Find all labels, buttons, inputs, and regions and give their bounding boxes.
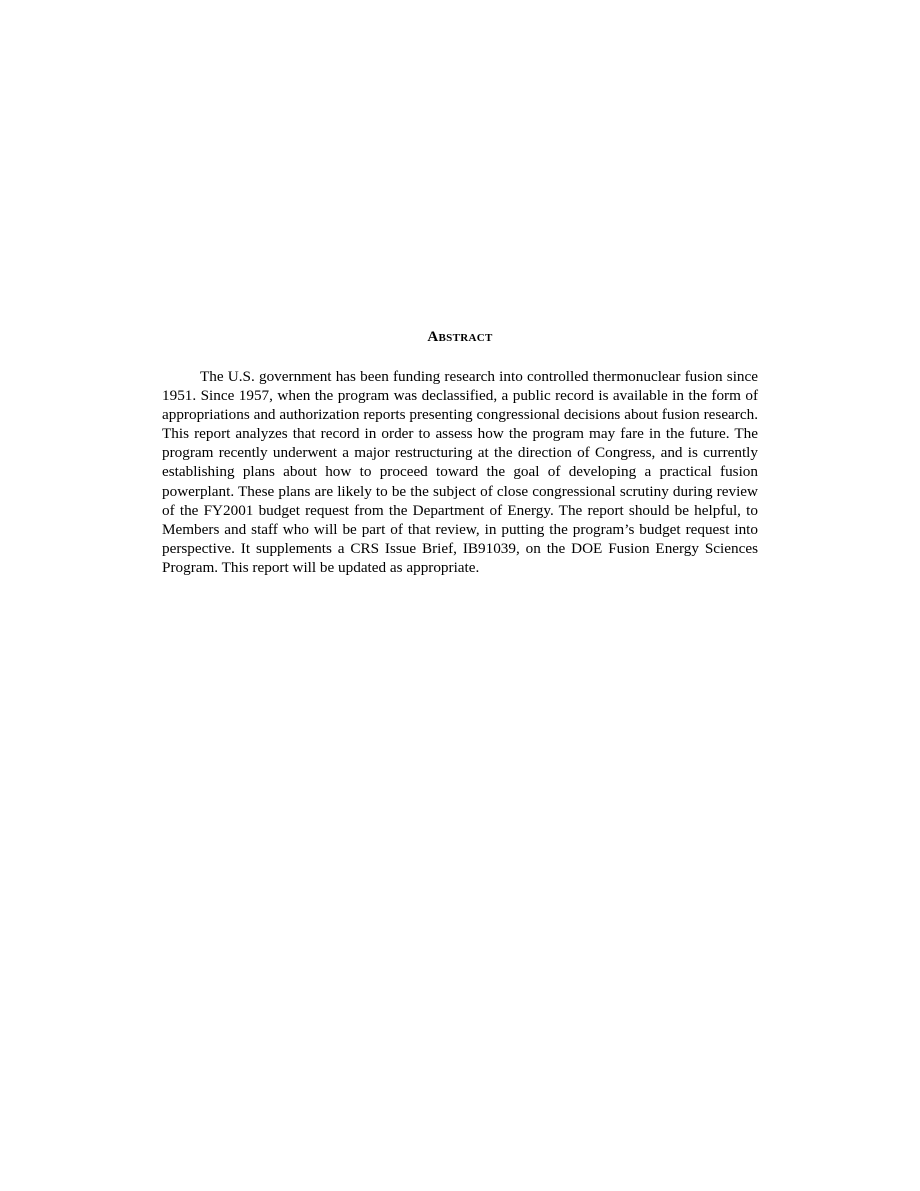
abstract-paragraph: The U.S. government has been funding research into controlled thermonuclear fusion since 1951. Since 1957, when the program was declassified, a public record is available in the form of appropriations and authorization reports presenting congressional decisions about fusion research. This report analyzes that record in order to assess how the program may fare in the future. The program recently underwent a major restructuring at the direction of Congress, and is currently establishing plans about how to proceed toward the goal of developing a practical fusion powerplant. These plans are likely to be the subject of close congressional scrutiny during review of the FY2001 budget request from the Department of Energy. The report should be helpful, to Members and staff who will be part of that review, in putting the program’s budget request into perspective. It supplements a CRS Issue Brief, IB91039, on the DOE Fusion Energy Sciences Program. This report will be updated as appropriate. — [162, 368, 758, 576]
abstract-heading: Abstract — [427, 329, 493, 345]
